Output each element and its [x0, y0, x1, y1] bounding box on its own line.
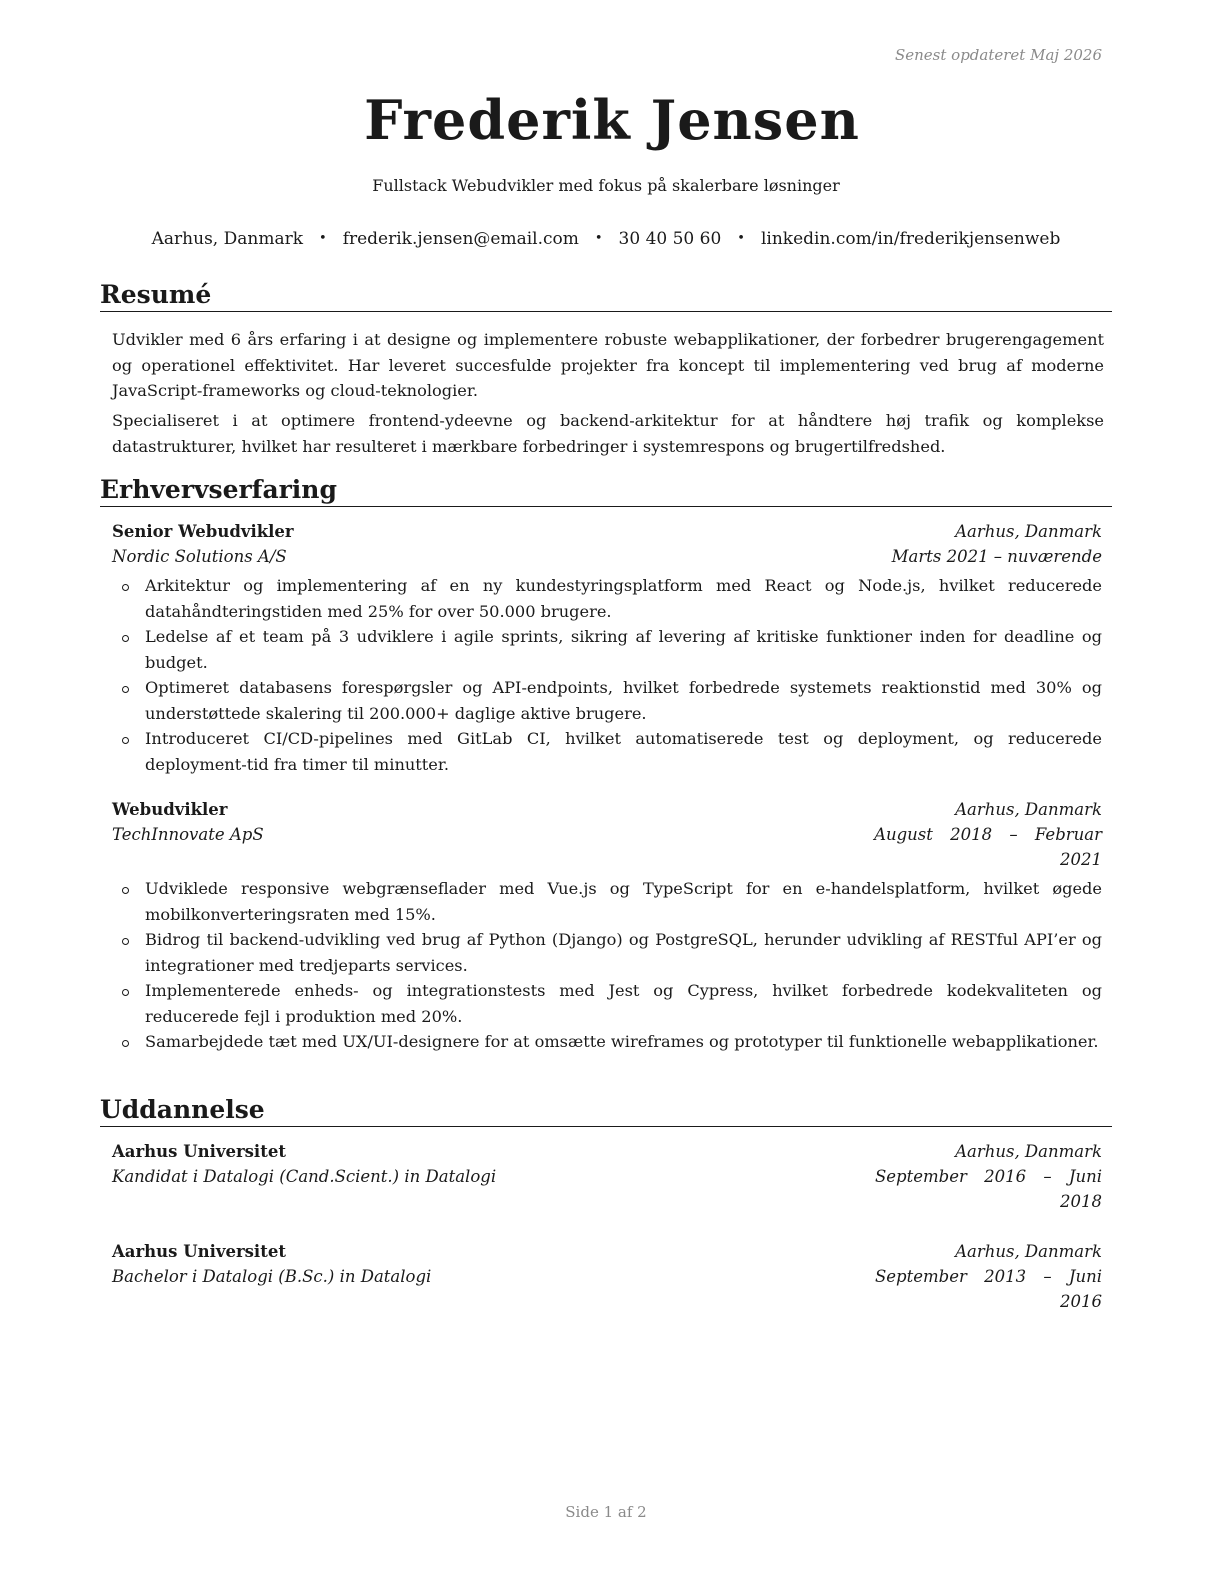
section-title-education: Uddannelse [100, 1094, 1112, 1127]
degree-name: Bachelor i Datalogi (B.Sc.) in Datalogi [112, 1267, 432, 1286]
candidate-subtitle: Fullstack Webudvikler med fokus på skalerbare løsninger [372, 176, 840, 195]
last-updated-note: Senest opdateret Maj 2026 [894, 46, 1102, 64]
education-period-continued: 2016 [1060, 1292, 1102, 1311]
bullet-separator: • [319, 231, 327, 246]
circle-bullet-icon [122, 887, 129, 894]
bullet-separator: • [594, 231, 603, 246]
education-entry [112, 1242, 1102, 1320]
education-entry [112, 1142, 1102, 1220]
bullet-text: Introduceret CI/CD-pipelines med GitLab CI, hvilket automatiserede test og deployment, og reducerede deployment-tid fra timer til minutter. [145, 729, 1102, 774]
job-bullet-list [112, 876, 1102, 1055]
list-item [112, 876, 1102, 927]
circle-bullet-icon [122, 1040, 129, 1047]
job-period-continued: 2021 [1060, 850, 1102, 869]
list-item [112, 978, 1102, 1029]
job-location: Aarhus, Danmark [955, 522, 1102, 541]
contact-phone: 30 40 50 60 [618, 229, 722, 249]
job-header [112, 522, 1102, 574]
job-period: Marts 2021 – nuværende [891, 547, 1102, 566]
section-title-experience: Erhvervserfaring [100, 474, 1112, 507]
circle-bullet-icon [122, 584, 129, 591]
bullet-text: Samarbejdede tæt med UX/UI-designere for at omsætte wireframes og prototyper til funktionelle webapplikationer. [145, 1032, 1099, 1051]
contact-linkedin-link[interactable]: linkedin.com/in/frederikjensenweb [760, 229, 1061, 249]
list-item [112, 573, 1102, 624]
bullet-text: Optimeret databasens forespørgsler og API-endpoints, hvilket forbedrede systemets reaktionstid med 30% og understøttede skalering til 200.000+ daglige aktive brugere. [145, 678, 1102, 723]
summary-paragraph: Udvikler med 6 års erfaring i at designe og implementere robuste webapplikationer, der forbedrer brugerengagement og operationel effektivitet. Har leveret succesfulde projekter fra koncept til implementering ved brug af moderne JavaScript-frameworks og cloud-teknologier. [112, 330, 1104, 400]
list-item [112, 675, 1102, 726]
job-period: August 2018 – Februar [874, 825, 1102, 844]
list-item [112, 1029, 1102, 1055]
degree-name: Kandidat i Datalogi (Cand.Scient.) in Datalogi [112, 1167, 497, 1186]
bullet-text: Bidrog til backend-udvikling ved brug af Python (Django) og PostgreSQL, herunder udvikling af RESTful API’er og integrationer med tredjeparts services. [145, 930, 1102, 975]
school-location: Aarhus, Danmark [955, 1242, 1102, 1261]
education-period: September 2016 – Juni [874, 1167, 1102, 1186]
school-name: Aarhus Universitet [112, 1142, 286, 1161]
school-location: Aarhus, Danmark [955, 1142, 1102, 1161]
page-number: Side 1 af 2 [565, 1503, 647, 1521]
list-item [112, 927, 1102, 978]
list-item [112, 726, 1102, 777]
candidate-name: Frederik Jensen [364, 88, 860, 152]
bullet-text: Implementerede enheds- og integrationstests med Jest og Cypress, hvilket forbedrede kodekvaliteten og reducerede fejl i produktion med 20%. [145, 981, 1102, 1026]
list-item [112, 624, 1102, 675]
contact-line [0, 229, 1212, 249]
summary-paragraph: Specialiseret i at optimere frontend-ydeevne og backend-arkitektur for at håndtere høj trafik og komplekse datastrukturer, hvilket har resulteret i mærkbare forbedringer i systemrespons og brugertilfredshed. [112, 411, 1104, 456]
job-location: Aarhus, Danmark [955, 800, 1102, 819]
job-bullet-list [112, 573, 1102, 777]
circle-bullet-icon [122, 737, 129, 744]
bullet-text: Ledelse af et team på 3 udviklere i agile sprints, sikring af levering af kritiske funktioner inden for deadline og budget. [145, 627, 1102, 672]
job-role: Webudvikler [112, 800, 228, 819]
job-company: TechInnovate ApS [112, 825, 264, 844]
job-header [112, 800, 1102, 878]
job-role: Senior Webudvikler [112, 522, 294, 541]
bullet-text: Arkitektur og implementering af en ny kundestyringsplatform med React og Node.js, hvilket reducerede datahåndteringstiden med 25% for over 50.000 brugere. [145, 576, 1102, 621]
school-name: Aarhus Universitet [112, 1242, 286, 1261]
circle-bullet-icon [122, 635, 129, 642]
education-period-continued: 2018 [1060, 1192, 1102, 1211]
contact-location: Aarhus, Danmark [151, 229, 304, 249]
circle-bullet-icon [122, 938, 129, 945]
circle-bullet-icon [122, 989, 129, 996]
circle-bullet-icon [122, 686, 129, 693]
bullet-text: Udviklede responsive webgrænseflader med Vue.js og TypeScript for en e-handelsplatform, hvilket øgede mobilkonverteringsraten med 15%. [145, 879, 1102, 924]
section-title-summary: Resumé [100, 279, 1112, 312]
education-period: September 2013 – Juni [874, 1267, 1102, 1286]
contact-email-link[interactable]: frederik.jensen@email.com [342, 229, 579, 249]
job-company: Nordic Solutions A/S [112, 547, 287, 566]
bullet-separator: • [737, 231, 745, 246]
